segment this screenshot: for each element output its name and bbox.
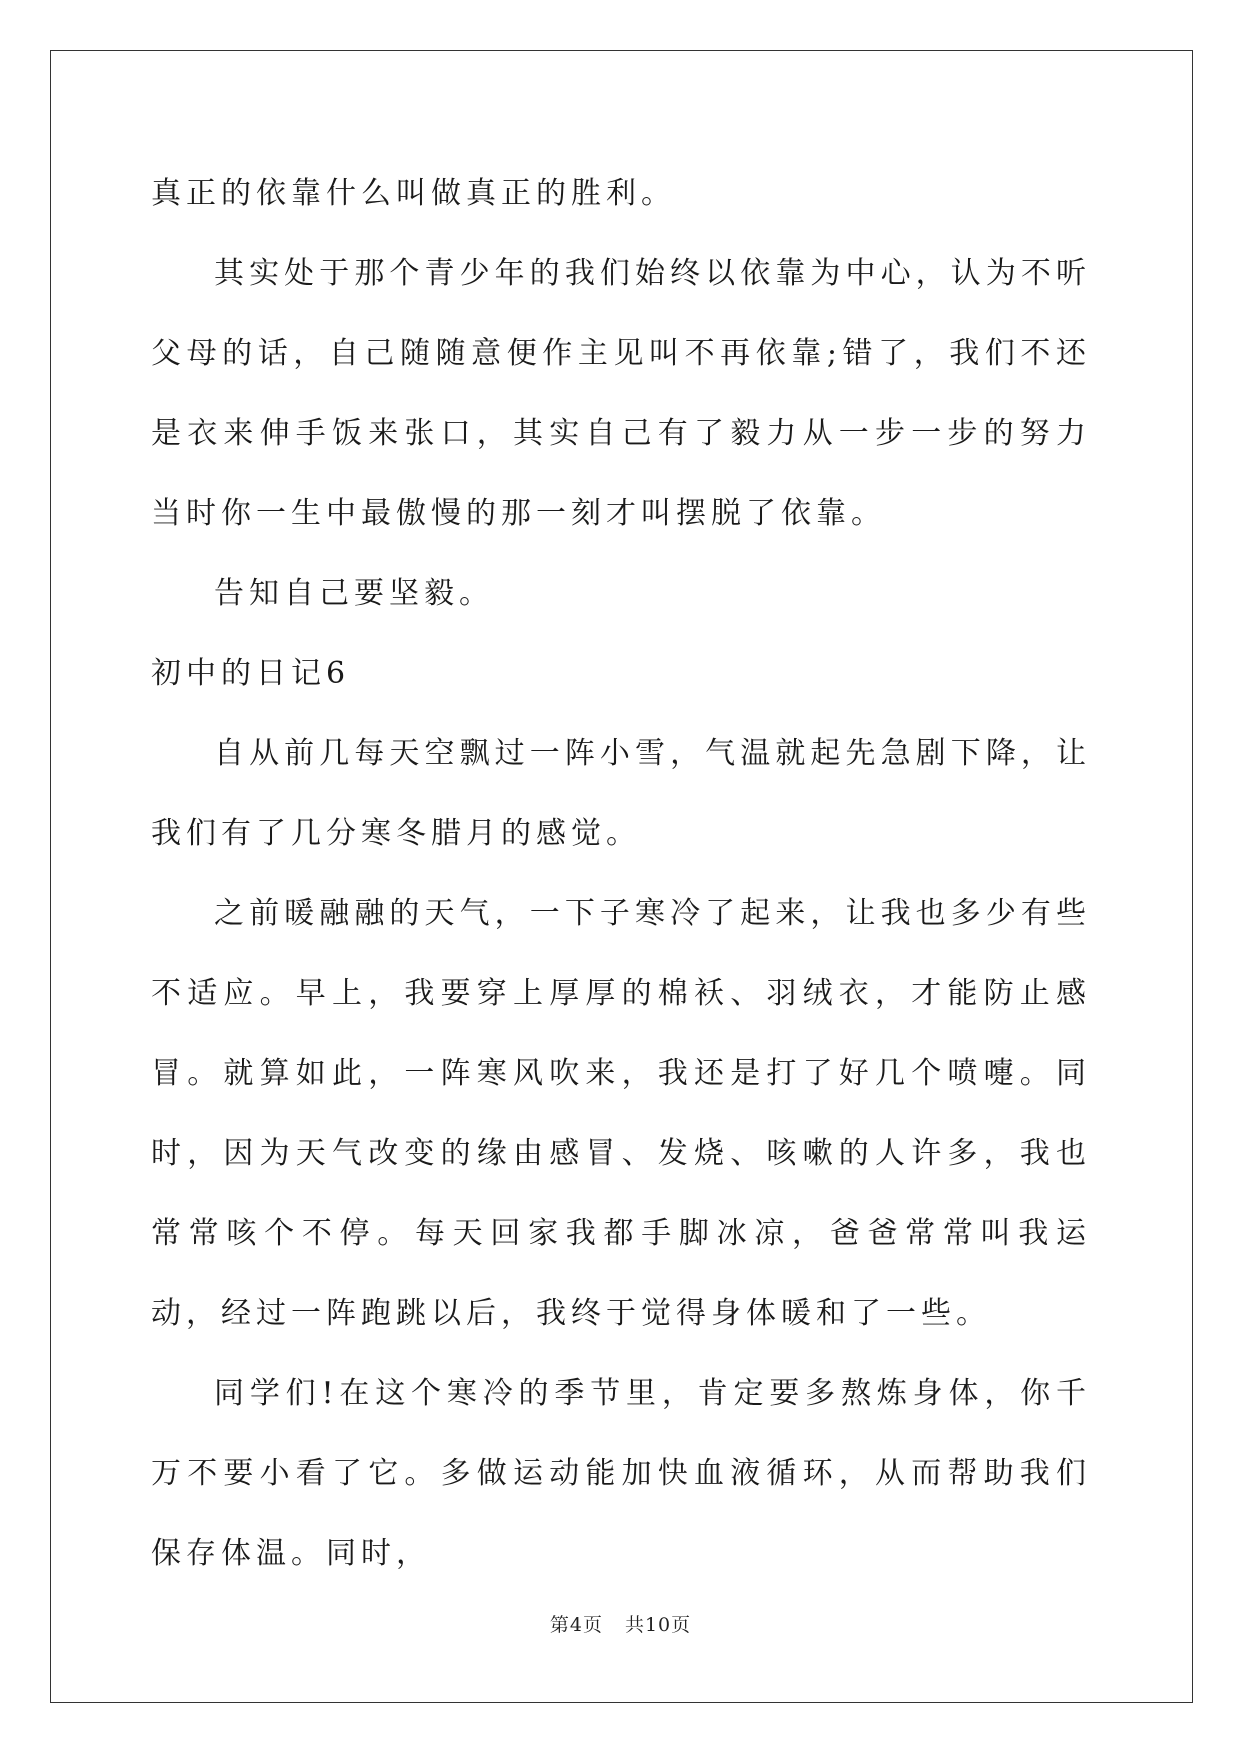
section-heading: 初中的日记6 [151,656,351,691]
paragraph-3: 告知自己要坚毅。 [214,576,494,611]
page-number: 第4页 [549,1614,603,1636]
paragraph-6: 同学们!在这个寒冷的季节里，肯定要多熬炼身体，你千万不要小看了它。多做运动能加快血液循环，从而帮助我们保存体温。同时， [151,1376,1091,1571]
paragraph-1: 真正的依靠什么叫做真正的胜利。 [151,176,676,211]
total-pages: 共10页 [624,1614,692,1636]
paragraph-5: 之前暖融融的天气，一下子寒冷了起来，让我也多少有些不适应。早上，我要穿上厚厚的棉袄、羽绒衣，才能防止感冒。就算如此，一阵寒风吹来，我还是打了好几个喷嚏。同时，因为天气改变的缘由感冒、发烧、咳嗽的人许多，我也常常咳个不停。每天回家我都手脚冰凉，爸爸常常叫我运动，经过一阵跑跳以后，我终于觉得身体暖和了一些。 [151,896,1091,1331]
page-footer [0,1613,1241,1637]
paragraph-4: 自从前几每天空飘过一阵小雪，气温就起先急剧下降，让我们有了几分寒冬腊月的感觉。 [151,736,1091,851]
paragraph-2: 其实处于那个青少年的我们始终以依靠为中心，认为不听父母的话，自己随随意便作主见叫不再依靠;错了，我们不还是衣来伸手饭来张口，其实自己有了毅力从一步一步的努力当时你一生中最傲慢的那一刻才叫摆脱了依靠。 [151,256,1091,531]
document-body [151,154,1091,1594]
